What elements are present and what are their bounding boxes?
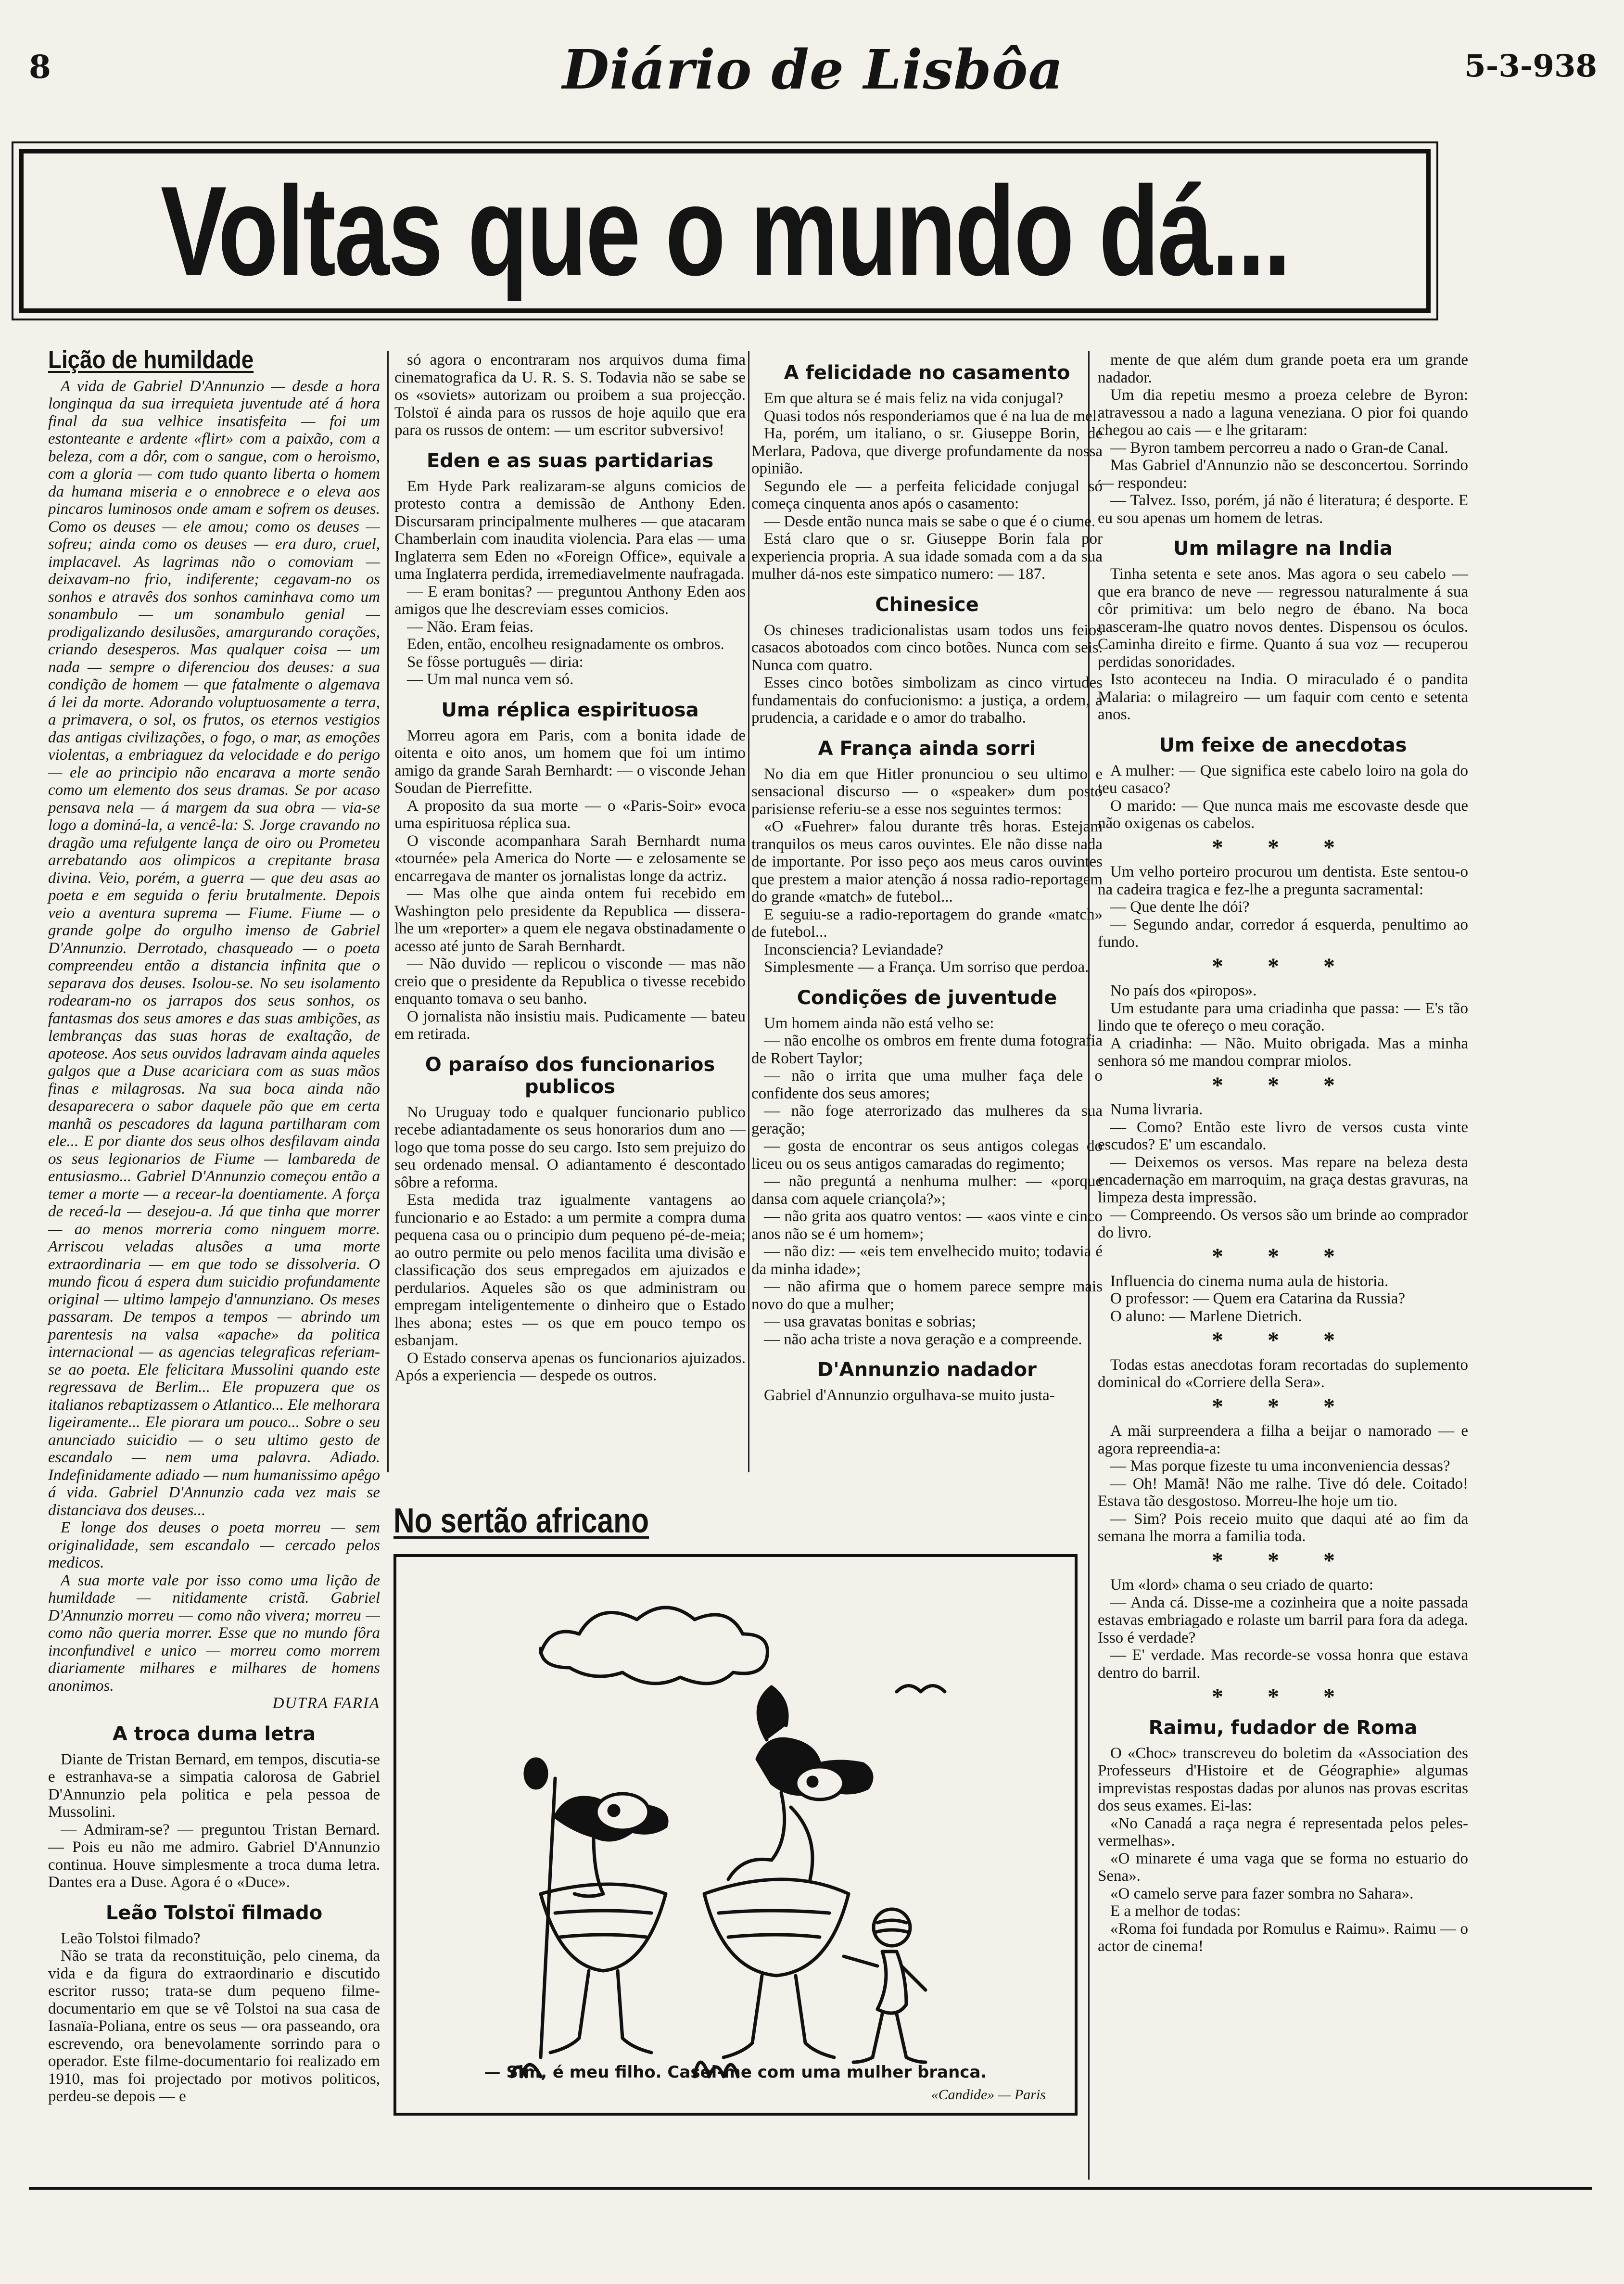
article bbox=[751, 738, 1103, 976]
article-title: O paraíso dos funcionarios publicos bbox=[425, 1053, 715, 1098]
paragraph: O professor: — Quem era Catarina da Russia? bbox=[1110, 1290, 1406, 1307]
anecdote bbox=[1098, 1273, 1468, 1326]
paragraph: Está claro que o sr. Giuseppe Borin fala por experiencia propria. A sua idade somada com a da sua mulher dá-nos este simpatico numero: — 187. bbox=[751, 530, 1103, 583]
paragraph: — Mas porque fizeste tu uma inconveniencia dessas? bbox=[1110, 1457, 1450, 1475]
anecdote-separator-stars: * * * bbox=[1212, 834, 1354, 860]
paragraph: — Sim? Pois receio muito que daqui até ao fim da semana lhe morra a familia toda. bbox=[1098, 1510, 1468, 1545]
article bbox=[394, 450, 746, 689]
paragraph: Um dia repetiu mesmo a proeza celebre de Byron: atravessou a nado a laguna veneziana. O pior foi quando chegou ao cais — e lhe gritaram: bbox=[1098, 386, 1468, 439]
paragraph: — não o irrita que uma mulher faça dele o confidente dos seus amores; bbox=[751, 1067, 1103, 1102]
cloud-drawing bbox=[541, 1608, 767, 1684]
cartoon-frame bbox=[393, 1554, 1078, 2116]
paragraph: Esses cinco botões simbolizam as cinco virtudes fundamentais do confucionismo: a justiça, a ordem, a prudencia, a caridade e o amor do trabalho. bbox=[751, 674, 1103, 727]
article bbox=[751, 1359, 1103, 1404]
article-title: Um feixe de anecdotas bbox=[1159, 734, 1407, 756]
page-number: 8 bbox=[29, 48, 51, 86]
article-title: A França ainda sorri bbox=[818, 737, 1036, 760]
paragraph: A criadinha: — Não. Muito obrigada. Mas a minha senhora só me mandou comprar miolos. bbox=[1098, 1034, 1468, 1070]
cartoon-block bbox=[393, 1501, 1077, 2112]
final-article bbox=[1098, 1717, 1468, 1955]
edition-date: 5-3-938 bbox=[1464, 48, 1597, 84]
anecdote bbox=[1098, 1356, 1468, 1391]
paragraph: O Estado conserva apenas os funcionarios ajuizados. Após a experiencia — despede os outros. bbox=[394, 1349, 746, 1384]
paragraph: — Admiram-se? — preguntou Tristan Bernard. — Pois eu não me admiro. Gabriel D'Annunzio continua. Houve simplesmente a troca duma letra. Dantes era a Duse. Agora é o «Duce». bbox=[48, 1821, 380, 1891]
article-title: A troca duma letra bbox=[112, 1723, 316, 1745]
paragraph: Quasi todos nós responderiamos que é na lua de mel. bbox=[764, 407, 1101, 425]
paragraph: E seguiu-se a radio-reportagem do grande «match» de futebol... bbox=[751, 906, 1103, 941]
paragraph: Tinha setenta e sete anos. Mas agora o seu cabelo — que era branco de neve — regressou naturalmente á sua côr primitiva: um belo negro de ébano. Na boca nasceram-lhe quatro novos dentes. Dispensou os óculos. Caminha direito e firme. Quanto á sua voz — recuperou perdidas sonoridades. bbox=[1098, 565, 1468, 671]
paragraph: Os chineses tradicionalistas usam todos uns feios casacos abotoados com cinco botões. Nunca com seis. Nunca com quatro. bbox=[751, 621, 1103, 674]
anecdote bbox=[1098, 982, 1468, 1070]
article bbox=[1098, 734, 1468, 832]
paragraph: «O camelo serve para fazer sombra no Sahara». bbox=[1110, 1885, 1414, 1902]
newspaper-title: Diário de Lisbôa bbox=[562, 38, 1064, 102]
paragraph: No dia em que Hitler pronunciou o seu ultimo e sensacional discurso — o «speaker» dum posto parisiense referiu-se a esse nos seguintes termos: bbox=[751, 765, 1103, 818]
anecdote bbox=[1098, 863, 1468, 951]
paragraph: — não afirma que o homem parece sempre mais novo do que a mulher; bbox=[751, 1278, 1103, 1313]
paragraph: E a melhor de todas: bbox=[1110, 1902, 1241, 1920]
cartoon-heading: No sertão africano bbox=[393, 1502, 649, 1540]
paragraph: A mãi surpreendera a filha a beijar o namorado — e agora repreendia-a: bbox=[1098, 1422, 1468, 1457]
paragraph: — Mas olhe que ainda ontem fui recebido em Washington pelo presidente da Republica — dissera-lhe um «reporter» a quem ele negava obstinadamente o acesso até junto de Sarah Bernhardt. bbox=[394, 885, 746, 955]
lead-article-title: Lição de humildade bbox=[48, 346, 254, 374]
article-title: A felicidade no casamento bbox=[784, 362, 1070, 384]
paragraph: A proposito da sua morte — o «Paris-Soir» evoca uma espirituosa réplica sua. bbox=[394, 797, 746, 832]
anecdote-list bbox=[1098, 834, 1468, 1682]
paragraph: Isto aconteceu na India. O miraculado é o pandita Malaria: o milagreiro — um faquir com cento e setenta anos. bbox=[1098, 671, 1468, 723]
paragraph: — Não. Eram feias. bbox=[407, 618, 533, 636]
article-title: Chinesice bbox=[875, 593, 979, 616]
article bbox=[394, 351, 746, 439]
paragraph: — Oh! Mamã! Não me ralhe. Tive dó dele. Coitado! Estava tão desgostoso. Morreu-lhe hoje um tio. bbox=[1098, 1475, 1468, 1510]
column-2-articles bbox=[394, 351, 746, 1385]
anecdote-separator-stars: * * * bbox=[1212, 1547, 1354, 1573]
paragraph: só agora o encontraram nos arquivos duma fima cinematografica da U. R. S. S. Todavia não se sabe se os «soviets» autorizam ou proibem a sua projecção. Tolstoï é ainda para os russos de hoje aquilo que era para os russos de ontem: — um escritor subversivo! bbox=[394, 351, 746, 439]
article-title: Eden e as suas partidarias bbox=[426, 449, 714, 472]
column-3 bbox=[751, 351, 1103, 1404]
article bbox=[48, 1902, 380, 2105]
paragraph: «O «Fuehrer» falou durante três horas. Estejam tranquilos os meus caros ouvintes. Ele não disse nada de importante. Por isso peço aos meus caros ouvintes que prestem a maior atenção á nossa radio-reportagem do grande «match» de futebol... bbox=[751, 818, 1103, 906]
paragraph: Influencia do cinema numa aula de historia. bbox=[1110, 1272, 1389, 1290]
paragraph: Em que altura se é mais feliz na vida conjugal? bbox=[764, 390, 1064, 407]
paragraph: Simplesmente — a França. Um sorriso que perdoa. bbox=[764, 958, 1089, 976]
cartoon-illustration bbox=[396, 1557, 1075, 2113]
paragraph: — Não duvido — replicou o visconde — mas não creio que o presidente da Republica o tivesse recebido enquanto tomava o seu banho. bbox=[394, 955, 746, 1008]
paragraph: Diante de Tristan Bernard, em tempos, discutia-se e estranhava-se a simpatia calorosa de Gabriel D'Annunzio pela politica e pela pessoa de Mussolini. bbox=[48, 1750, 380, 1821]
paragraph: Um homem ainda não está velho se: bbox=[764, 1014, 994, 1032]
anecdote-separator-stars: * * * bbox=[1212, 1072, 1354, 1098]
paragraph: A sua morte vale por isso como uma lição de humildade — nitidamente cristã. Gabriel D'Annunzio morreu — como não vivera; morreu — como não queria morrer. Esse que no mundo fôra inconfundivel e unico — morreu como morrem diariamente milhares e milhares de homens anonimos. bbox=[48, 1571, 380, 1695]
final-article-title: Raimu, fudador de Roma bbox=[1148, 1716, 1418, 1739]
paragraph: — gosta de encontrar os seus antigos colegas do liceu ou os seus antigos camaradas do regimento; bbox=[751, 1137, 1103, 1173]
column-2 bbox=[394, 351, 746, 1385]
paragraph: Se fôsse português — diria: bbox=[407, 653, 584, 671]
paragraph: — usa gravatas bonitas e sobrias; bbox=[764, 1313, 976, 1330]
paragraph: — não grita aos quatro ventos: — «aos vinte e cinco anos não se é um homem»; bbox=[751, 1208, 1103, 1243]
cartoon-caption: — Sim, é meu filho. Casei-me com uma mulher branca. bbox=[484, 2063, 987, 2082]
article-title: Leão Tolstoï filmado bbox=[105, 1901, 323, 1924]
article bbox=[1098, 351, 1468, 527]
paragraph: — E eram bonitas? — preguntou Anthony Eden aos amigos que lhe descreviam esses comicios. bbox=[394, 583, 746, 618]
anecdote-separator-stars: * * * bbox=[1212, 1327, 1354, 1353]
banner-title: Voltas que o mundo dá... bbox=[160, 160, 1290, 302]
paragraph: — Talvez. Isso, porém, já não é literatura; é desporte. E eu sou apenas um homem de letras. bbox=[1098, 492, 1468, 527]
article-title: Um milagre na India bbox=[1173, 537, 1393, 560]
paragraph: — Um mal nunca vem só. bbox=[407, 671, 574, 688]
paragraph: Mas Gabriel d'Annunzio não se desconcertou. Sorrindo — respondeu: bbox=[1098, 457, 1468, 492]
column-3-articles bbox=[751, 362, 1103, 1404]
article-title: D'Annunzio nadador bbox=[817, 1359, 1037, 1381]
paragraph: — não encolhe os ombros em frente duma fotografia de Robert Taylor; bbox=[751, 1032, 1103, 1067]
article bbox=[751, 987, 1103, 1349]
lead-article-body bbox=[48, 378, 380, 1695]
paragraph: O marido: — Que nunca mais me escovaste desde que não oxigenas os cabelos. bbox=[1098, 797, 1468, 832]
paragraph: O visconde acompanhara Sarah Bernhardt numa «tournée» pela America do Norte — e zelosamente se encarregava de manter os jornalistas longe da actriz. bbox=[394, 832, 746, 885]
article-title: Condições de juventude bbox=[797, 986, 1057, 1009]
paragraph: Um velho porteiro procurou um dentista. Este sentou-o na cadeira tragica e fez-lhe a pregunta sacramental: bbox=[1098, 863, 1468, 898]
anecdote-separator-stars: * * * bbox=[1212, 1393, 1354, 1419]
paragraph: — Anda cá. Disse-me a cozinheira que a noite passada estavas embriagado e rolaste um barril para fora da adega. Isso é verdade? bbox=[1098, 1594, 1468, 1646]
paragraph: Esta medida traz igualmente vantagens ao funcionario e ao Estado: a um permite a compra duma pequena casa ou o principio dum pequeno pé-de-meia; ao outro permite ou pelo menos facilita uma divisão e classificação dos seus empregados em ajuizados e perdularios. Aqueles são os que administram ou empregam inteligentemente o dinheiro que o Estado lhes abona; estes — os que em pouco tempo os esbanjam. bbox=[394, 1191, 746, 1349]
paragraph: O «Choc» transcreveu do boletim da «Association des Professeurs d'Histoire et de Géographie» algumas imprevistas respostas dadas por alunos nas provas escritas dos seus exames. Ei-las: bbox=[1098, 1744, 1468, 1814]
paragraph: «Roma foi fundada por Romulus e Raimu». Raimu — o actor de cinema! bbox=[1098, 1920, 1468, 1955]
article bbox=[1098, 537, 1468, 724]
article bbox=[48, 1723, 380, 1891]
bird-drawing bbox=[897, 1686, 945, 1692]
column-4-articles bbox=[1098, 351, 1468, 832]
paragraph: — Deixemos os versos. Mas repare na beleza desta encadernação em marroquim, na graça destas gravuras, na limpeza desta impressão. bbox=[1098, 1153, 1468, 1206]
paragraph: Gabriel d'Annunzio orgulhava-se muito justa- bbox=[764, 1387, 1055, 1404]
article bbox=[751, 362, 1103, 583]
lead-article-signature: DUTRA FARIA bbox=[272, 1695, 380, 1712]
paragraph: Ha, porém, um italiano, o sr. Giuseppe Borin, de Merlara, Padova, que diverge profundamente da nossa opinião. bbox=[751, 425, 1103, 477]
paragraph: No país dos «piropos». bbox=[1110, 982, 1257, 999]
article bbox=[394, 699, 746, 1043]
column-1-articles bbox=[48, 1723, 380, 2105]
paragraph: Um «lord» chama o seu criado de quarto: bbox=[1110, 1576, 1374, 1594]
section-banner bbox=[19, 149, 1431, 313]
paragraph: — não preguntá a nenhuma mulher: — «porque dansa com aquele criançola?»; bbox=[751, 1173, 1103, 1208]
paragraph: Eden, então, encolheu resignadamente os ombros. bbox=[407, 636, 724, 653]
section-separator-stars: * * * bbox=[1212, 1684, 1354, 1710]
paragraph: Não se trata da reconstituição, pelo cinema, da vida e da figura do extraordinario e discutido escritor russo; trata-se dum pequeno filme-documentario em que se vê Tolstoi na sua casa de Iasnaïa-Poliana, entre os seus — ora passeando, ora escrevendo, ora benevolamente sorrindo para o operador. Este filme-documentario foi realizado em 1910, mas foi projectado por motivos politicos, perdeu-se depois — e bbox=[48, 1947, 380, 2105]
anecdote bbox=[1098, 1422, 1468, 1545]
paragraph: Leão Tolstoi filmado? bbox=[61, 1929, 201, 1947]
footer-rule bbox=[29, 2187, 1592, 2190]
paragraph: Todas estas anecdotas foram recortadas do suplemento dominical do «Corriere della Sera». bbox=[1098, 1356, 1468, 1391]
paragraph: — Compreendo. Os versos são um brinde ao comprador do livro. bbox=[1098, 1206, 1468, 1241]
column-1 bbox=[48, 346, 380, 2105]
paragraph: A vida de Gabriel D'Annunzio — desde a hora longinqua da sua irrequieta juventude até á hora final da sua velhice insatisfeita — foi um estonteante e ardente «flirt» com a paixão, com a beleza, com a dôr, com o sangue, com o heroismo, com a gloria — com tudo quanto liberta o homem da humana miseria e o ennobrece e o eleva aos pincaros luminosos onde amam e sofrem os deuses. Como os deuses — ele amou; como os deuses — sofreu; ainda como os deuses — era duro, cruel, implacavel. As lagrimas não o comoviam — deixavam-no frio, indiferente; cegavam-no os sonhos e atravês dos sonhos caminhava como um sonambulo — um sonambulo genial — prodigalizando desilusões, amargurando corações, criando desesperos. Mas qualquer coisa — um nada — sempre o diferenciou dos deuses: a sua condição de homem — que fatalmente o algemava á lei da morte. Adorando voluptuosamente a terra, a primavera, o sol, os frutos, os eternos vestigios das antigas civilizações, o fogo, o mar, as emoções violentas, a embriaguez da velocidade e do perigo — ele ao principio não encarava a morte senão como um elemento dos seus dramas. Se por acaso pensava nela — á margem da sua obra — via-se logo a dominá-la, a vencê-la: S. Jorge cravando no dragão uma refulgente lança de oiro ou Prometeu arrebatando aos olimpicos a crepitante brasa divina. Veio, porém, a guerra — que deu asas ao poeta e em seguida o feriu brutalmente. Depois veio a aventura suprema — Fiume. Fiume — o grande golpe do orgulho imenso de Gabriel D'Annunzio. Derrotado, chasqueado — o poeta compreendeu então a distancia infinita que o separava dos deuses. Isolou-se. No seu isolamento rodearam-no os jarrapos dos seus sonhos, os fantasmas dos seus amores e das suas ambições, as lembranças das suas horas de exaltação, de apoteose. Aos seus ouvidos ladravam ainda aqueles galgos que a Duse acariciara com as suas mãos finas e milagrosas. Na sua boca ainda não desaparecera o sabor daquele pão que em certa manhã os pescadores da laguna partilharam com ele... E por diante dos seus olhos desfilavam ainda os seus legionarios de Fiume — lambareda de entusiasmo... Gabriel D'Annunzio começou então a temer a morte — a recear-la doentiamente. A força de receá-la — desejou-a. Já que tinha que morrer — ao menos morreria como ninguem morre. Arriscou veladas alusões a uma morte extraordinaria — em que todo se dissolveria. O mundo ficou á espera dum suicidio profundamente original — ultimo lampejo d'annunziano. Os meses passaram. De tempos a tempos — abrindo um parentesis na valsa «apache» da politica internacional — as agencias telegraficas referiam-se ao poeta. Ele felicitara Mussolini quando este regressava de Berlim... Ele propuzera que os italianos rebaptizassem o Atlantico... Ele melhorara ligeiramente... Ele piorara um pouco... Sobre o seu anunciado suicidio — o seu ultimo gesto de escandalo — nem uma palavra. Adiado. Indefinidamente adiado — num humanissimo apêgo á vida. Gabriel D'Annunzio cada vez mais se distanciava dos deuses... bbox=[48, 377, 380, 1519]
anecdote bbox=[1098, 1101, 1468, 1241]
article-title: Uma réplica espirituosa bbox=[441, 699, 699, 721]
paragraph: Segundo ele — a perfeita felicidade conjugal só começa cinquenta anos após o casamento: bbox=[751, 477, 1103, 512]
father-figure-drawing bbox=[525, 1759, 667, 2057]
anecdote-separator-stars: * * * bbox=[1212, 1244, 1354, 1269]
paragraph: — E' verdade. Mas recorde-se vossa honra que estava dentro do barril. bbox=[1098, 1646, 1468, 1682]
paragraph: «O minarete é uma vaga que se forma no estuario do Sena». bbox=[1098, 1850, 1468, 1885]
article bbox=[394, 1054, 746, 1385]
paragraph: — Como? Então este livro de versos custa vinte escudos? E' um escandalo. bbox=[1098, 1118, 1468, 1153]
final-article-body bbox=[1098, 1745, 1468, 1955]
paragraph: Numa livraria. bbox=[1110, 1101, 1203, 1118]
paragraph: Em Hyde Park realizaram-se alguns comicios de protesto contra a demissão de Anthony Eden. Discursaram principalmente mulheres — que atacaram Chamberlain com inaudita violencia. Para elas — uma Inglaterra sem Eden no «Foreign Office», equivale a uma Inglaterra perdida, irremediavelmente naufragada. bbox=[394, 477, 746, 583]
paragraph: Inconsciencia? Leviandade? bbox=[764, 941, 943, 958]
paragraph: — Segundo andar, corredor á esquerda, penultimo ao fundo. bbox=[1098, 916, 1468, 951]
paragraph: — não acha triste a nova geração e a compreende. bbox=[764, 1330, 1082, 1348]
column-4 bbox=[1098, 351, 1468, 1955]
paragraph: No Uruguay todo e qualquer funcionario publico recebe adiantadamente os seus honorarios dum ano — logo que toma posse do seu cargo. Isto sem prejuizo do seu ordenado mensal. O adiantamento é descontado sôbre a reforma. bbox=[394, 1103, 746, 1191]
paragraph: — Desde então nunca mais se sabe o que é o ciume. bbox=[764, 512, 1096, 530]
paragraph: O jornalista não insistiu mais. Pudicamente — bateu em retirada. bbox=[394, 1008, 746, 1043]
anecdote-separator-stars: * * * bbox=[1212, 953, 1354, 979]
paragraph: Um estudante para uma criadinha que passa: — E's tão lindo que te ofereço o meu coração. bbox=[1098, 999, 1468, 1034]
paragraph: «No Canadá a raça negra é representada pelos peles-vermelhas». bbox=[1098, 1814, 1468, 1850]
paragraph: Morreu agora em Paris, com a bonita idade de oitenta e oito anos, um homem que foi um intimo amigo da grande Sarah Bernhardt: — o visconde Jehan Soudan de Pierrefitte. bbox=[394, 727, 746, 797]
article bbox=[751, 594, 1103, 727]
paragraph: A mulher: — Que significa este cabelo loiro na gola do teu casaco? bbox=[1098, 762, 1468, 797]
paragraph: — não foge aterrorizado das mulheres da sua geração; bbox=[751, 1102, 1103, 1137]
paragraph: O aluno: — Marlene Dietrich. bbox=[1110, 1307, 1302, 1325]
paragraph: E longe dos deuses o poeta morreu — sem originalidade, sem escandalo — cercado pelos medicos. bbox=[48, 1519, 380, 1571]
child-figure-drawing bbox=[844, 1909, 926, 2062]
paragraph: mente de que além dum grande poeta era um grande nadador. bbox=[1098, 351, 1468, 386]
masthead bbox=[29, 38, 1597, 102]
column-rule bbox=[748, 351, 749, 1472]
column-rule bbox=[387, 351, 389, 1472]
paragraph: — Byron tambem percorreu a nado o Gran-de Canal. bbox=[1110, 439, 1448, 457]
mother-figure-drawing bbox=[704, 1687, 872, 2057]
paragraph: — não diz: — «eis tem envelhecido muito; todavia é da minha idade»; bbox=[751, 1243, 1103, 1278]
anecdote bbox=[1098, 1576, 1468, 1682]
cartoon-credit: «Candide» — Paris bbox=[931, 2087, 1046, 2103]
paragraph: — Que dente lhe dói? bbox=[1110, 898, 1250, 916]
